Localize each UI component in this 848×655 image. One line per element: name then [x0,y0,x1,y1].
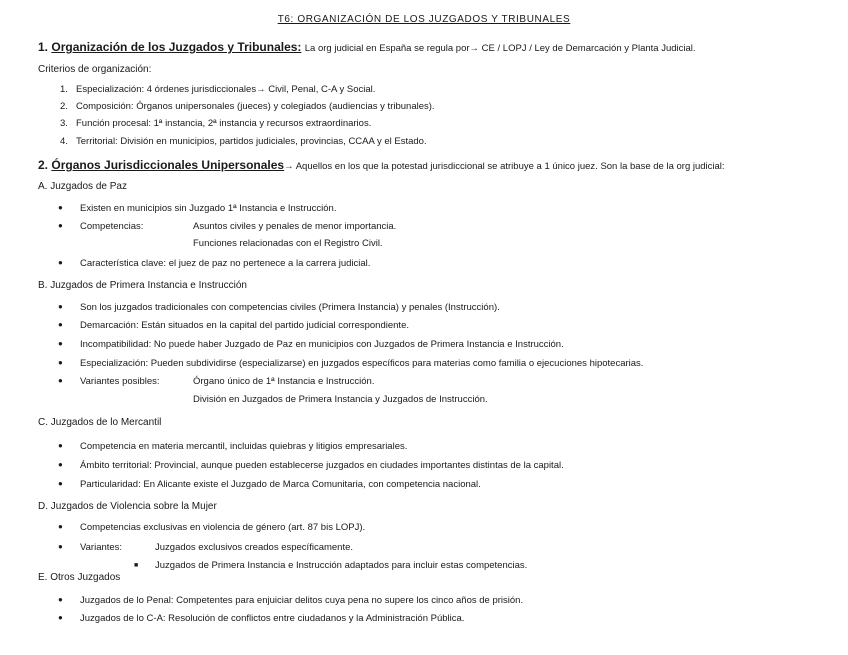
section-2-heading [38,158,725,172]
list-item-label: Variantes: [80,542,123,553]
criteria-text: Especialización: 4 órdenes jurisdiccionales→ Civil, Penal, C-A y Social. [76,84,376,95]
bullet-icon: ● [58,376,63,385]
list-item [58,441,407,452]
bullet-icon: ● [58,258,63,267]
subsection-b-label: B. Juzgados de Primera Instancia e Instrucción [38,280,247,291]
list-item [58,258,370,269]
list-item-text: Son los juzgados tradicionales con competencias civiles (Primera Instancia) y penales (Instrucción). [80,302,500,313]
subsection-e-label: E. Otros Juzgados [38,572,121,583]
bullet-icon: ● [58,302,63,311]
list-item [58,460,564,471]
list-item [58,358,643,369]
criteria-number: 2. [60,101,68,112]
subsection-a-label: A. Juzgados de Paz [38,181,127,192]
bullet-icon: ● [58,613,63,622]
list-item-detail: Juzgados exclusivos creados específicamente. [155,542,354,553]
list-item-text: Característica clave: el juez de paz no pertenece a la carrera judicial. [80,258,371,269]
list-item-text: Particularidad: En Alicante existe el Juzgado de Marca Comunitaria, con competencia nacional. [80,479,481,490]
bullet-icon: ● [58,460,63,469]
bullet-icon: ● [58,479,63,488]
list-item [58,479,481,490]
list-item-text: Existen en municipios sin Juzgado 1ª Instancia e Instrucción. [80,203,337,214]
criteria-number: 3. [60,118,68,129]
list-item-text: Incompatibilidad: No puede haber Juzgado de Paz en municipios con Juzgados de Primera Instancia e Instrucción. [80,339,564,350]
section-1-intro: La org judicial en España se regula por→ CE / LOPJ / Ley de Demarcación y Planta Judicial. [304,43,696,54]
square-bullet-icon: ■ [134,562,139,569]
list-item-text: Juzgados de lo C-A: Resolución de conflictos entre ciudadanos y la Administración Pública. [80,613,465,624]
list-item [58,302,500,313]
criteria-item [60,118,371,129]
criteria-item [60,136,427,147]
criteria-item [60,84,375,95]
bullet-icon: ● [58,320,63,329]
section-2-number: 2. [38,158,49,172]
criteria-number: 4. [60,136,68,147]
page-title: T6: ORGANIZACIÓN DE LOS JUZGADOS Y TRIBUNALES [277,14,571,25]
list-item-text: Juzgados de lo Penal: Competentes para enjuiciar delitos cuya pena no supere los cinco años de prisión. [80,595,524,606]
list-item-text: Competencia en materia mercantil, incluidas quiebras y litigios empresariales. [80,441,408,452]
bullet-icon: ● [58,221,63,230]
bullet-icon: ● [58,358,63,367]
list-item-text: Demarcación: Están situados en la capital del partido judicial correspondiente. [80,320,409,331]
list-item [58,522,365,533]
criteria-number: 1. [60,84,68,95]
bullet-icon: ● [58,522,63,531]
list-item-detail: Funciones relacionadas con el Registro Civil. [193,238,383,249]
criteria-text: Composición: Órganos unipersonales (jueces) y colegiados (audiencias y tribunales). [76,101,435,112]
list-item-detail: Órgano único de 1ª Instancia e Instrucción. [193,376,375,387]
list-item-detail: Juzgados de Primera Instancia e Instrucción adaptados para incluir estas competencias. [155,560,528,571]
section-2-intro: → Aquellos en los que la potestad jurisdiccional se atribuye a 1 único juez. Son la base de la org judicial: [284,161,725,172]
list-item [58,221,143,232]
list-item-label: Competencias: [80,221,144,232]
list-item-label: Variantes posibles: [80,376,160,387]
section-1-number: 1. [38,40,49,54]
list-item-detail: Asuntos civiles y penales de menor importancia. [193,221,397,232]
list-item [58,542,122,553]
section-2-title: Órganos Jurisdiccionales Unipersonales [51,158,285,172]
list-item-text: Especialización: Pueden subdividirse (especializarse) en juzgados específicos para materias como familia o ejecuciones hipotecarias. [80,358,644,369]
list-item [58,595,523,606]
bullet-icon: ● [58,595,63,604]
bullet-icon: ● [58,203,63,212]
section-1-title: Organización de los Juzgados y Tribunales: [51,40,302,54]
list-item-text: Competencias exclusivas en violencia de género (art. 87 bis LOPJ). [80,522,366,533]
list-item-text: Ámbito territorial: Provincial, aunque pueden establecerse juzgados en ciudades importantes distintas de la capital. [80,460,564,471]
criteria-text: Función procesal: 1ª instancia, 2ª instancia y recursos extraordinarios. [76,118,372,129]
bullet-icon: ● [58,441,63,450]
criteria-item [60,101,435,112]
list-item [58,613,464,624]
bullet-icon: ● [58,542,63,551]
list-item-detail: División en Juzgados de Primera Instancia y Juzgados de Instrucción. [193,394,488,405]
subsection-d-label: D. Juzgados de Violencia sobre la Mujer [38,501,217,512]
criteria-text: Territorial: División en municipios, partidos judiciales, provincias, CCAA y el Estado. [76,136,427,147]
subsection-c-label: C. Juzgados de lo Mercantil [38,417,162,428]
list-item [58,320,409,331]
section-1-heading [38,40,696,54]
criteria-label: Criterios de organización: [38,64,152,75]
list-item [58,203,336,214]
list-item [58,376,160,387]
list-item [58,339,564,350]
bullet-icon: ● [58,339,63,348]
